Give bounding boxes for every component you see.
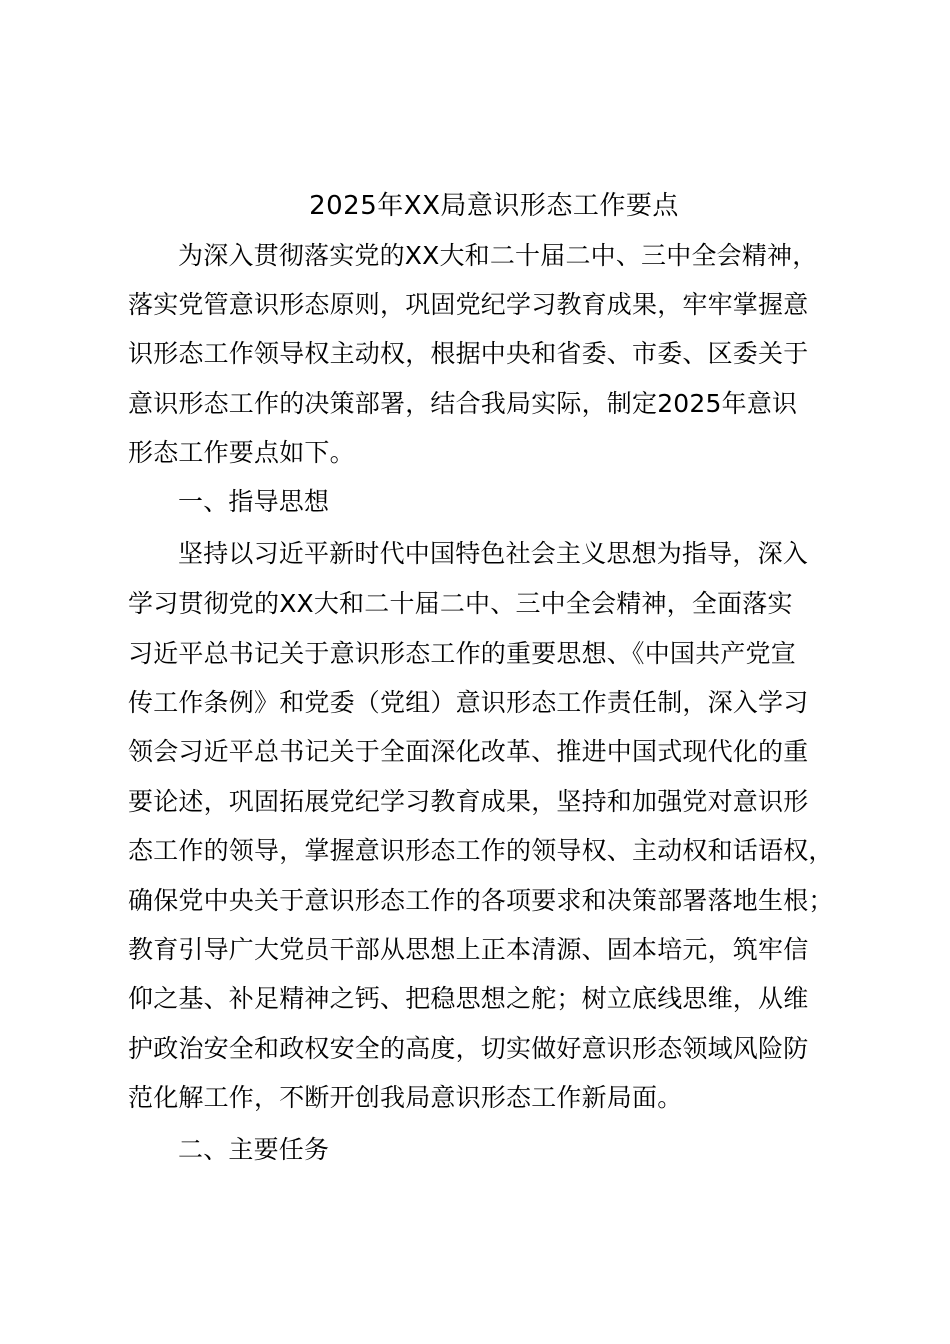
intro-line: 落实党管意识形态原则，巩固党纪学习教育成果，牢牢掌握意 — [128, 290, 809, 319]
body-line: 领会习近平总书记关于全面深化改革、推进中国式现代化的重 — [128, 737, 809, 766]
section-heading-guiding-thought: 一、指导思想 — [178, 487, 330, 516]
body-line: 仰之基、补足精神之钙、把稳思想之舵；树立底线思维，从维 — [128, 984, 809, 1013]
body-line: 学习贯彻党的XX大和二十届二中、三中全会精神，全面落实 — [128, 589, 793, 618]
intro-line: 形态工作要点如下。 — [128, 438, 355, 467]
document-title: 2025年XX局意识形态工作要点 — [309, 191, 679, 221]
section-heading-main-tasks: 二、主要任务 — [178, 1135, 330, 1164]
body-line: 坚持以习近平新时代中国特色社会主义思想为指导，深入 — [178, 539, 809, 568]
body-line: 习近平总书记关于意识形态工作的重要思想、《中国共产党宣 — [128, 639, 796, 668]
body-line: 教育引导广大党员干部从思想上正本清源、固本培元，筑牢信 — [128, 935, 809, 964]
body-line: 范化解工作，不断开创我局意识形态工作新局面。 — [128, 1083, 683, 1112]
body-line: 护政治安全和政权安全的高度，切实做好意识形态领域风险防 — [128, 1034, 809, 1063]
body-line: 确保党中央关于意识形态工作的各项要求和决策部署落地生根； — [128, 886, 834, 915]
intro-line: 识形态工作领导权主动权，根据中央和省委、市委、区委关于 — [128, 339, 809, 368]
intro-line: 意识形态工作的决策部署，结合我局实际，制定2025年意识 — [128, 389, 798, 418]
intro-line: 为深入贯彻落实党的XX大和二十届二中、三中全会精神， — [178, 241, 818, 270]
body-line: 态工作的领导，掌握意识形态工作的领导权、主动权和话语权， — [128, 836, 834, 865]
body-line: 要论述，巩固拓展党纪学习教育成果，坚持和加强党对意识形 — [128, 787, 809, 816]
body-line: 传工作条例》和党委（党组）意识形态工作责任制，深入学习 — [128, 688, 809, 717]
